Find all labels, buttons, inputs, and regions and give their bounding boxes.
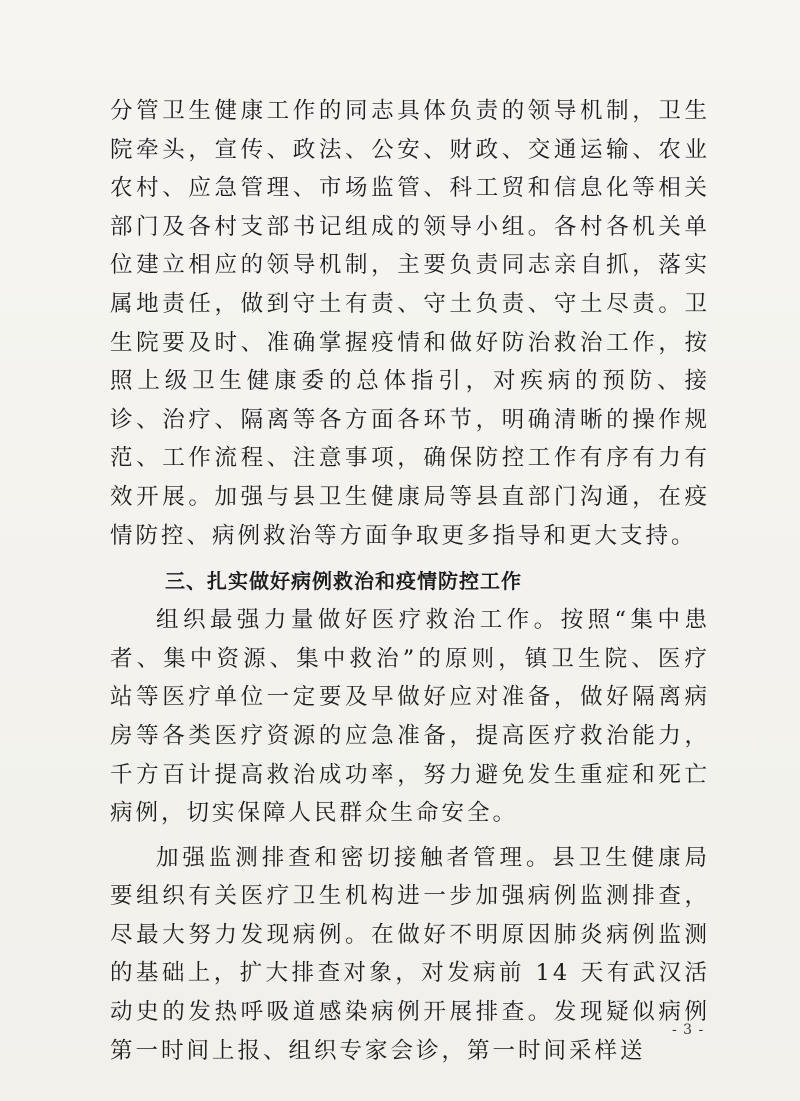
- section-heading: 三、扎实做好病例救治和疫情防控工作: [165, 569, 522, 594]
- page-number: - 3 -: [672, 1022, 705, 1038]
- document-body: [110, 92, 710, 1070]
- paragraph-leadership-mechanism: 分管卫生健康工作的同志具体负责的领导机制，卫生院牵头，宣传、政法、公安、财政、交通运输、农业农村、应急管理、市场监管、科工贸和信息化等相关部门及各村支部书记组成的领导小组。各村各机关单位建立相应的领导机制，主要负责同志亲自抓，落实属地责任，做到守土有责、守土负责、守土尽责。卫生院要及时、准确掌握疫情和做好防治救治工作，按照上级卫生健康委的总体指引，对疾病的预防、接诊、治疗、隔离等各方面各环节，明确清晰的操作规范、工作流程、注意事项，确保防控工作有序有力有效开展。加强与县卫生健康局等县直部门沟通，在疫情防控、病例救治等方面争取更多指导和更大支持。: [110, 98, 710, 549]
- paragraph-monitoring: 加强监测排查和密切接触者管理。县卫生健康局要组织有关医疗卫生机构进一步加强病例监测排查，尽最大努力发现病例。在做好不明原因肺炎病例监测的基础上，扩大排查对象，对发病前 14 天有武汉活动史的发热呼吸道感染病例开展排查。发现疑似病例第一时间上报、组织专家会诊，第一时间采样送: [110, 844, 710, 1064]
- paragraph-medical-treatment: 组织最强力量做好医疗救治工作。按照“集中患者、集中资源、集中救治”的原则，镇卫生院、医疗站等医疗单位一定要及早做好应对准备，做好隔离病房等各类医疗资源的应急准备，提高医疗救治能力，千方百计提高救治成功率，努力避免发生重症和死亡病例，切实保障人民群众生命安全。: [110, 607, 710, 827]
